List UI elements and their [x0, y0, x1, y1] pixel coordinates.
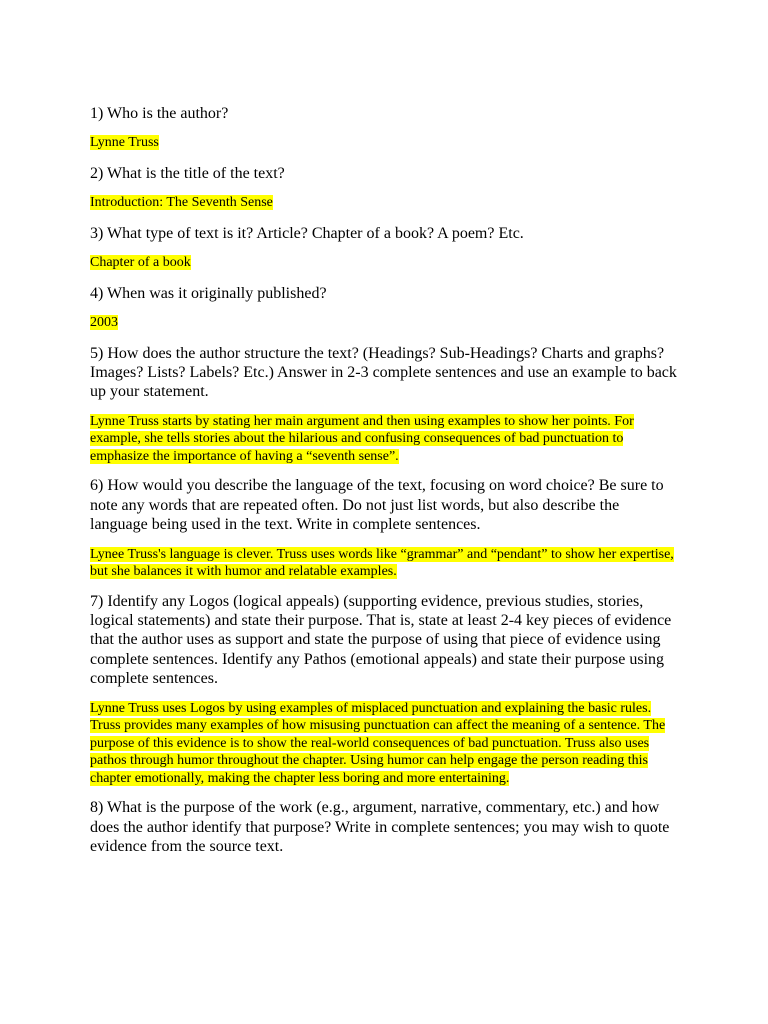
question-5: 5) How does the author structure the text? (Headings? Sub-Headings? Charts and graphs? Images? Lists? Labels? Etc.) Answer in 2-3 complete sentences and use an example to back up your statement.: [90, 344, 677, 401]
answer-4-highlight: 2003: [90, 315, 118, 331]
question-4: 4) When was it originally published?: [90, 284, 327, 302]
question-1: 1) Who is the author?: [90, 105, 229, 122]
answer-2: [90, 194, 680, 212]
answer-5: [90, 413, 680, 466]
question-3: 3) What type of text is it? Article? Chapter of a book? A poem? Etc.: [90, 224, 524, 242]
question-7: 7) Identify any Logos (logical appeals) (supporting evidence, previous studies, stories, logical statements) and state their purpose. That is, state at least 2-4 key pieces of evidence that the author uses as support and state the purpose of using that piece of evidence using complete sentences. Identify any Pathos (emotional appeals) and state their purpose using complete sentences.: [90, 592, 672, 688]
answer-1-highlight: Lynne Truss: [90, 135, 159, 151]
answer-4: [90, 314, 680, 332]
answer-6-highlight: Lynee Truss's language is clever. Truss uses words like “grammar” and “pendant” to show her expertise, but she balances it with humor and relatable examples.: [90, 546, 674, 580]
answer-5-highlight: Lynne Truss starts by stating her main argument and then using examples to show her points. For example, she tells stories about the hilarious and confusing consequences of bad punctuation to emphasize the importance of having a “seventh sense”.: [90, 413, 634, 464]
answer-1: [90, 134, 680, 152]
answer-6: [90, 546, 680, 581]
answer-3-highlight: Chapter of a book: [90, 255, 191, 271]
question-6: 6) How would you describe the language of the text, focusing on word choice? Be sure to note any words that are repeated often. Do not just list words, but also describe the language being used in the text. Write in complete sentences.: [90, 477, 664, 534]
answer-7-highlight: Lynne Truss uses Logos by using examples of misplaced punctuation and explaining the basic rules. Truss provides many examples of how misusing punctuation can affect the meaning of a sentence. The purpose of this evidence is to show the real-world consequences of bad punctuation. Truss also uses pathos through humor throughout the chapter. Using humor can help engage the person reading this chapter emotionally, making the chapter less boring and more entertaining.: [90, 700, 666, 786]
answer-2-highlight: Introduction: The Seventh Sense: [90, 195, 273, 211]
question-2: 2) What is the title of the text?: [90, 164, 285, 182]
question-8: 8) What is the purpose of the work (e.g., argument, narrative, commentary, etc.) and how does the author identify that purpose? Write in complete sentences; you may wish to quote evidence from the source text.: [90, 799, 670, 855]
answer-3: [90, 254, 680, 272]
document-page: [90, 104, 680, 867]
answer-7: [90, 700, 680, 788]
